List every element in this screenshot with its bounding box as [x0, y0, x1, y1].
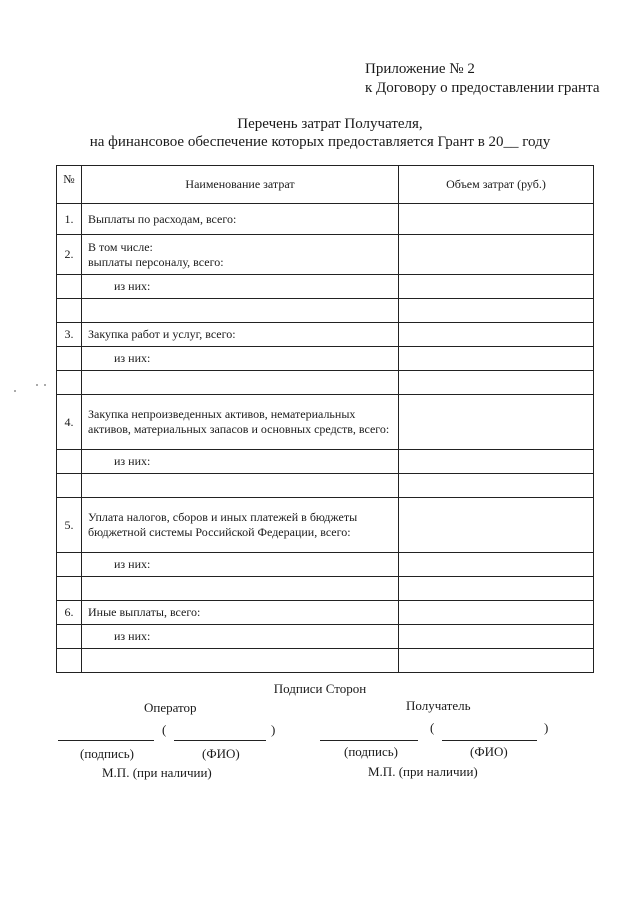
- signatures-title: Подписи Сторон: [273, 681, 367, 696]
- table-row: [57, 347, 594, 371]
- row-name-line: выплаты персоналу, всего:: [88, 254, 224, 269]
- row-amount-cell: [399, 498, 594, 553]
- table-row: [57, 371, 594, 395]
- row-number: [57, 347, 82, 371]
- table-row: [57, 553, 594, 577]
- appendix-number: Приложение № 2: [365, 61, 475, 77]
- title-line-2: на финансовое обеспечение которых предоставляется Грант в 20__ году: [89, 134, 551, 150]
- row-number: [57, 450, 82, 474]
- operator-close-paren: ): [271, 722, 276, 737]
- row-name: Закупка работ и услуг, всего:: [82, 323, 399, 347]
- recipient-close-paren: ): [544, 720, 549, 735]
- table-row: [57, 601, 594, 625]
- table-header-row: [57, 166, 594, 204]
- row-number: 6.: [57, 601, 82, 625]
- scan-speck: [14, 390, 16, 392]
- row-name-line: В том числе:: [88, 239, 153, 254]
- row-name: [82, 299, 399, 323]
- row-number: [57, 299, 82, 323]
- column-header-number: №: [57, 166, 82, 204]
- scan-speck: [44, 384, 46, 386]
- recipient-label: Получатель: [406, 698, 471, 713]
- row-amount-cell: [399, 275, 594, 299]
- recipient-open-paren: (: [430, 720, 435, 735]
- costs-table: [56, 165, 594, 673]
- column-header-name: Наименование затрат: [82, 166, 399, 204]
- row-name: из них:: [82, 553, 399, 577]
- recipient-signature-line: [320, 740, 418, 741]
- row-name: Закупка непроизведенных активов, нематериальных активов, материальных запасов и основных средств, всего:: [82, 395, 399, 450]
- row-amount-cell: [399, 204, 594, 235]
- operator-fio-caption: (ФИО): [202, 746, 240, 761]
- recipient-signature-caption: (подпись): [344, 744, 398, 759]
- appendix-header: [365, 60, 599, 98]
- operator-label: Оператор: [144, 700, 197, 715]
- row-name: из них:: [82, 347, 399, 371]
- row-number: 2.: [57, 235, 82, 275]
- row-name: [82, 371, 399, 395]
- row-amount-cell: [399, 347, 594, 371]
- recipient-fio-caption: (ФИО): [470, 744, 508, 759]
- operator-stamp-note: М.П. (при наличии): [102, 765, 212, 780]
- row-name: Иные выплаты, всего:: [82, 601, 399, 625]
- row-amount-cell: [399, 235, 594, 275]
- row-name: [82, 235, 399, 275]
- column-header-amount: Объем затрат (руб.): [399, 166, 594, 204]
- row-number: 1.: [57, 204, 82, 235]
- row-name: из них:: [82, 450, 399, 474]
- appendix-reference: к Договору о предоставлении гранта: [365, 80, 600, 96]
- row-number: [57, 649, 82, 673]
- row-number: [57, 474, 82, 498]
- table-row: [57, 577, 594, 601]
- row-amount-cell: [399, 299, 594, 323]
- row-amount-cell: [399, 577, 594, 601]
- row-number: [57, 275, 82, 299]
- table-row: [57, 299, 594, 323]
- row-number: 5.: [57, 498, 82, 553]
- row-amount-cell: [399, 625, 594, 649]
- row-name: Выплаты по расходам, всего:: [82, 204, 399, 235]
- row-amount-cell: [399, 395, 594, 450]
- row-amount-cell: [399, 371, 594, 395]
- table-row: [57, 625, 594, 649]
- operator-fio-line: [174, 740, 266, 741]
- table-row: [57, 649, 594, 673]
- row-name: Уплата налогов, сборов и иных платежей в бюджеты бюджетной системы Российской Федерации, всего:: [82, 498, 399, 553]
- scan-speck: [36, 384, 38, 386]
- row-number: 3.: [57, 323, 82, 347]
- row-amount-cell: [399, 323, 594, 347]
- row-number: [57, 371, 82, 395]
- table-row: [57, 498, 594, 553]
- row-amount-cell: [399, 601, 594, 625]
- row-amount-cell: [399, 553, 594, 577]
- operator-signature-caption: (подпись): [80, 746, 134, 761]
- row-name: [82, 649, 399, 673]
- table-row: [57, 204, 594, 235]
- table-row: [57, 450, 594, 474]
- row-amount-cell: [399, 474, 594, 498]
- row-number: 4.: [57, 395, 82, 450]
- document-title: [0, 115, 640, 151]
- row-number: [57, 577, 82, 601]
- table-row: [57, 275, 594, 299]
- recipient-fio-line: [442, 740, 537, 741]
- operator-signature-line: [58, 740, 154, 741]
- row-number: [57, 625, 82, 649]
- row-name: [82, 474, 399, 498]
- title-line-1: Перечень затрат Получателя,: [237, 116, 423, 132]
- table-row: [57, 323, 594, 347]
- row-number: [57, 553, 82, 577]
- row-amount-cell: [399, 450, 594, 474]
- table-row: [57, 395, 594, 450]
- row-name: из них:: [82, 275, 399, 299]
- operator-open-paren: (: [162, 722, 167, 737]
- table-row: [57, 235, 594, 275]
- row-amount-cell: [399, 649, 594, 673]
- recipient-stamp-note: М.П. (при наличии): [368, 764, 478, 779]
- row-name: [82, 577, 399, 601]
- table-row: [57, 474, 594, 498]
- row-name: из них:: [82, 625, 399, 649]
